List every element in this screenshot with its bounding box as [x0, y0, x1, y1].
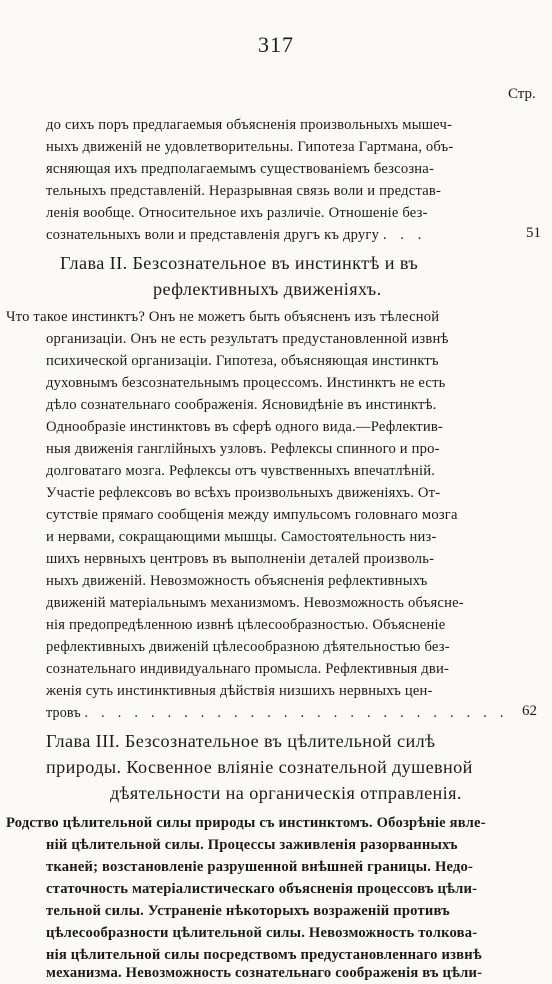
chapter-heading: Глава III. Безсознательное въ цѣлительной силѣ: [46, 731, 436, 751]
text-line: сутствіе прямаго сообщенія между импульсомъ головнаго мозга: [46, 507, 458, 523]
text-line: ленія вообще. Относительное ихъ различіе. Отношеніе без-: [46, 205, 428, 221]
text-line: женія суть инстинктивныя дѣйствія низшихъ нервныхъ цен-: [46, 683, 433, 699]
text-line: ній цѣлительной силы. Процессы заживленія разорванныхъ: [46, 837, 458, 853]
text-line: нія предопредѣленною извнѣ цѣлесообразностью. Объясненіе: [46, 617, 446, 633]
page-reference: 62: [522, 703, 537, 719]
text-line: психической организаціи. Гипотеза, объясняющая инстинктъ: [46, 353, 439, 369]
text-line: Участіе рефлексовъ во всѣхъ произвольныхъ движеніяхъ. От-: [46, 485, 441, 501]
text-line: нія цѣлительной силы посредствомъ предустановленнаго извнѣ: [46, 947, 482, 963]
text-line: Что такое инстинктъ? Онъ не можетъ быть объясненъ изъ тѣлесной: [6, 309, 440, 325]
text-line: цѣлесообразности цѣлительной силы. Невозможность толкова-: [46, 925, 478, 941]
page-reference: 51: [526, 225, 541, 241]
text-line: механизма. Невозможность сознательнаго соображенія въ цѣли-: [46, 965, 483, 981]
page-number: 317: [258, 32, 294, 57]
text-line: ныя движенія ганглійныхъ узловъ. Рефлексы спинного и про-: [46, 441, 440, 457]
text-line: сознательнаго индивидуальнаго промысла. Рефлективныя дви-: [46, 661, 450, 677]
text-line: статочность матеріалистическаго объясненія процессовъ цѣли-: [46, 881, 478, 897]
page-column-label: Стр.: [508, 86, 536, 102]
text-line: движеній матеріальнымъ механизмомъ. Невозможность объясне-: [46, 595, 464, 611]
text-line: ныхъ движеній. Невозможность объясненія рефлективныхъ: [46, 573, 428, 589]
text-line: Однообразіе инстинктовъ въ сферѣ одного вида.—Рефлектив-: [46, 419, 443, 435]
text-line: [46, 224, 426, 246]
chapter-heading: Глава II. Безсознательное въ инстинктѣ и въ: [60, 253, 419, 273]
text-line: тельной силы. Устраненіе нѣкоторыхъ возраженій противъ: [46, 903, 450, 919]
text-line: ныхъ движеній не удовлетворительны. Гипотеза Гартмана, объ-: [46, 139, 454, 155]
text-line: шихъ нервныхъ центровъ въ выполненіи деталей произволь-: [46, 551, 435, 567]
text-line: организаціи. Онъ не есть результатъ предустановленной извнѣ: [46, 331, 449, 347]
text-line: ясняющая ихъ предполагаемымъ существованіемъ безсозна-: [46, 161, 435, 177]
text-line-content: сознательныхъ воли и представленія другъ къ другу: [46, 227, 380, 243]
dot-leader: . . .: [382, 227, 427, 243]
text-line: тельныхъ представленій. Неразрывная связь воли и представ-: [46, 183, 442, 199]
text-line: тканей; возстановленіе разрушенной внѣшней границы. Недо-: [46, 859, 474, 875]
text-line: рефлективныхъ движеній цѣлесообразною дѣятельностью без-: [46, 639, 450, 655]
chapter-heading: рефлективныхъ движеніяхъ.: [153, 279, 382, 299]
text-line: долговатаго мозга. Рефлексы отъ чувственныхъ впечатлѣній.: [46, 463, 436, 479]
text-line: [46, 702, 508, 724]
text-line: и нервами, сокращающими мышцы. Самостоятельность низ-: [46, 529, 437, 545]
text-line: Родство цѣлительной силы природы съ инстинктомъ. Обозрѣніе явле-: [6, 815, 486, 831]
chapter-heading: дѣятельности на органическія отправленія.: [110, 783, 462, 803]
text-line: до сихъ поръ предлагаемыя объясненія произвольныхъ мышеч-: [46, 117, 453, 133]
text-line-content: тровъ: [46, 705, 81, 721]
text-line: духовнымъ безсознательнымъ процессомъ. Инстинктъ не есть: [46, 375, 446, 391]
text-line: дѣло сознательнаго соображенія. Ясновидѣніе въ инстинктѣ.: [46, 397, 437, 413]
dot-leader: . . . . . . . . . . . . . . . . . . . . . . . . . .: [84, 705, 509, 721]
chapter-heading: природы. Косвенное вліяніе сознательной душевной: [46, 757, 473, 777]
